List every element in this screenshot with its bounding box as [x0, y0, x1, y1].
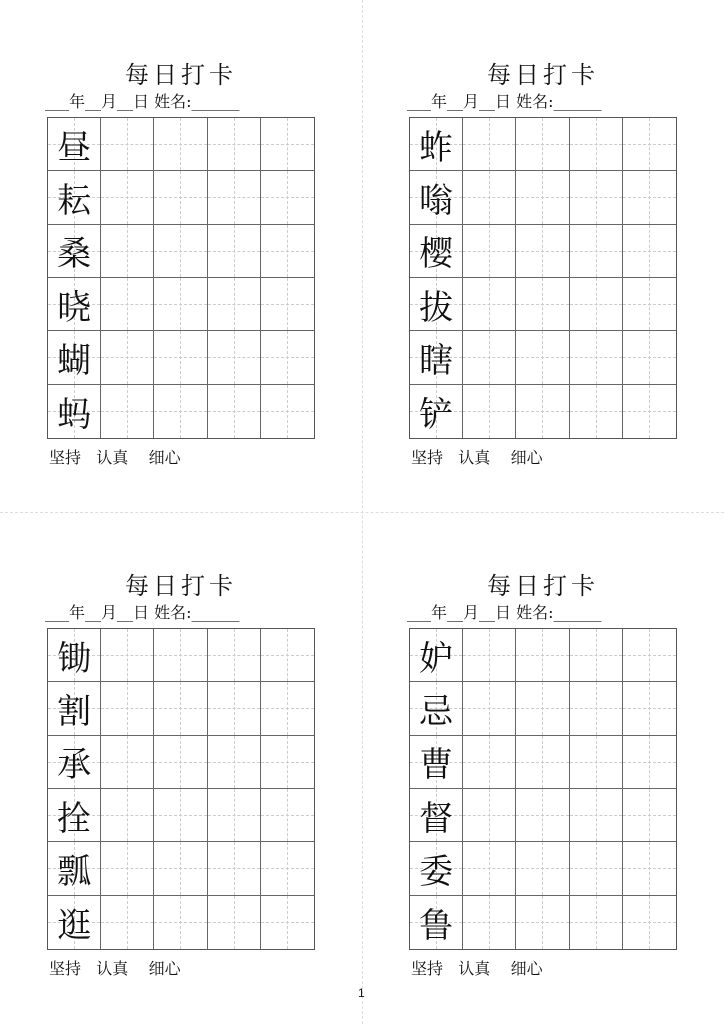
model-character-cell	[48, 842, 101, 895]
model-character: 逛	[57, 905, 92, 946]
card-footer-motto: 坚持 认真 细心	[49, 959, 181, 978]
practice-cell	[154, 789, 207, 842]
practice-cell	[463, 842, 516, 895]
practice-cell	[261, 331, 314, 384]
practice-cell	[623, 118, 676, 171]
model-character-cell	[410, 118, 463, 171]
practice-cell	[154, 278, 207, 331]
writing-grid	[47, 628, 315, 950]
practice-cell	[463, 682, 516, 735]
practice-cell	[101, 736, 154, 789]
practice-cell	[261, 789, 314, 842]
model-character: 铲	[419, 394, 454, 435]
practice-cell	[208, 385, 261, 438]
model-character: 嗡	[419, 180, 454, 221]
practice-cell	[261, 225, 314, 278]
practice-cell	[623, 842, 676, 895]
practice-cell	[463, 225, 516, 278]
writing-grid	[409, 117, 677, 439]
model-character-cell	[48, 682, 101, 735]
model-character-cell	[410, 682, 463, 735]
practice-cell	[516, 789, 569, 842]
practice-cell	[261, 278, 314, 331]
practice-cell	[101, 842, 154, 895]
practice-cell	[208, 842, 261, 895]
model-character-cell	[410, 225, 463, 278]
model-character: 锄	[57, 638, 92, 679]
practice-cell	[154, 171, 207, 224]
model-character-cell	[410, 896, 463, 949]
model-character: 割	[57, 691, 92, 732]
practice-cell	[208, 225, 261, 278]
practice-cell	[463, 171, 516, 224]
practice-cell	[463, 896, 516, 949]
model-character-cell	[48, 736, 101, 789]
horizontal-cut-line	[0, 512, 724, 513]
model-character: 承	[57, 745, 92, 786]
model-character-cell	[48, 225, 101, 278]
card-footer-motto: 坚持 认真 细心	[49, 448, 181, 467]
model-character-cell	[410, 789, 463, 842]
practice-cell	[101, 629, 154, 682]
practice-cell	[154, 896, 207, 949]
practice-cell	[261, 385, 314, 438]
practice-cell	[623, 629, 676, 682]
model-character-cell	[48, 278, 101, 331]
model-character: 桑	[57, 234, 92, 275]
practice-cell	[463, 118, 516, 171]
model-character: 蚂	[57, 394, 92, 435]
date-name-line: ___年__月__日 姓名:______	[45, 92, 240, 111]
practice-cell	[101, 118, 154, 171]
model-character-cell	[410, 385, 463, 438]
card-title: 每日打卡	[487, 572, 599, 600]
model-character-cell	[48, 629, 101, 682]
practice-cell	[623, 736, 676, 789]
practice-cell	[101, 385, 154, 438]
card-title: 每日打卡	[487, 61, 599, 89]
practice-cell	[516, 842, 569, 895]
date-name-line: ___年__月__日 姓名:______	[407, 603, 602, 622]
practice-cell	[516, 896, 569, 949]
model-character-cell	[410, 331, 463, 384]
practice-cell	[516, 736, 569, 789]
card-title: 每日打卡	[125, 572, 237, 600]
practice-cell	[463, 331, 516, 384]
practice-cell	[570, 225, 623, 278]
model-character: 昼	[57, 127, 92, 168]
practice-cell	[623, 682, 676, 735]
practice-cell	[208, 629, 261, 682]
practice-cell	[516, 118, 569, 171]
model-character: 曹	[419, 745, 454, 786]
model-character: 妒	[419, 638, 454, 679]
practice-cell	[208, 896, 261, 949]
practice-cell	[516, 171, 569, 224]
practice-cell	[101, 789, 154, 842]
practice-cell	[516, 225, 569, 278]
model-character: 鲁	[419, 905, 454, 946]
practice-cell	[154, 225, 207, 278]
practice-cell	[101, 278, 154, 331]
model-character: 拔	[419, 287, 454, 328]
model-character-cell	[48, 385, 101, 438]
practice-cell	[208, 789, 261, 842]
practice-cell	[463, 385, 516, 438]
model-character: 瓢	[57, 851, 92, 892]
practice-cell	[623, 789, 676, 842]
card-footer-motto: 坚持 认真 细心	[411, 448, 543, 467]
practice-cell	[208, 736, 261, 789]
practice-cell	[623, 278, 676, 331]
practice-cell	[570, 682, 623, 735]
model-character: 樱	[419, 234, 454, 275]
practice-cell	[570, 629, 623, 682]
practice-cell	[623, 171, 676, 224]
practice-cell	[261, 682, 314, 735]
model-character: 晓	[57, 287, 92, 328]
model-character: 忌	[419, 691, 454, 732]
practice-cell	[516, 385, 569, 438]
writing-grid	[409, 628, 677, 950]
practice-cell	[154, 842, 207, 895]
practice-cell	[261, 171, 314, 224]
model-character: 瞎	[419, 340, 454, 381]
model-character: 拴	[57, 798, 92, 839]
practice-cell	[623, 896, 676, 949]
practice-cell	[261, 896, 314, 949]
model-character-cell	[410, 629, 463, 682]
model-character-cell	[410, 842, 463, 895]
practice-cell	[463, 629, 516, 682]
model-character: 蝴	[57, 340, 92, 381]
practice-cell	[516, 331, 569, 384]
practice-cell	[261, 118, 314, 171]
practice-cell	[261, 629, 314, 682]
practice-cell	[570, 736, 623, 789]
practice-cell	[623, 225, 676, 278]
practice-cell	[208, 331, 261, 384]
practice-cell	[463, 736, 516, 789]
card-footer-motto: 坚持 认真 细心	[411, 959, 543, 978]
model-character-cell	[48, 171, 101, 224]
card-title: 每日打卡	[125, 61, 237, 89]
model-character-cell	[410, 278, 463, 331]
practice-cell	[516, 629, 569, 682]
writing-grid	[47, 117, 315, 439]
practice-cell	[516, 278, 569, 331]
practice-cell	[570, 789, 623, 842]
model-character-cell	[48, 789, 101, 842]
practice-cell	[101, 896, 154, 949]
practice-cell	[208, 682, 261, 735]
practice-cell	[463, 789, 516, 842]
practice-cell	[154, 682, 207, 735]
practice-cell	[570, 896, 623, 949]
practice-cell	[570, 118, 623, 171]
model-character: 耘	[57, 180, 92, 221]
practice-cell	[154, 736, 207, 789]
date-name-line: ___年__月__日 姓名:______	[407, 92, 602, 111]
date-name-line: ___年__月__日 姓名:______	[45, 603, 240, 622]
model-character: 督	[419, 798, 454, 839]
practice-cell	[208, 118, 261, 171]
practice-cell	[101, 171, 154, 224]
model-character-cell	[48, 331, 101, 384]
practice-cell	[623, 331, 676, 384]
practice-cell	[154, 118, 207, 171]
model-character-cell	[48, 118, 101, 171]
practice-cell	[261, 842, 314, 895]
practice-cell	[154, 629, 207, 682]
model-character-cell	[48, 896, 101, 949]
practice-cell	[208, 171, 261, 224]
practice-cell	[101, 225, 154, 278]
model-character: 委	[419, 851, 454, 892]
practice-cell	[570, 331, 623, 384]
model-character-cell	[410, 736, 463, 789]
practice-cell	[516, 682, 569, 735]
practice-cell	[101, 331, 154, 384]
practice-cell	[208, 278, 261, 331]
practice-cell	[261, 736, 314, 789]
practice-cell	[154, 331, 207, 384]
practice-cell	[570, 385, 623, 438]
practice-cell	[570, 278, 623, 331]
practice-cell	[623, 385, 676, 438]
practice-cell	[463, 278, 516, 331]
practice-cell	[101, 682, 154, 735]
page-number: 1	[358, 986, 365, 1000]
model-character: 蚱	[419, 127, 454, 168]
practice-cell	[570, 842, 623, 895]
practice-cell	[154, 385, 207, 438]
model-character-cell	[410, 171, 463, 224]
practice-cell	[570, 171, 623, 224]
